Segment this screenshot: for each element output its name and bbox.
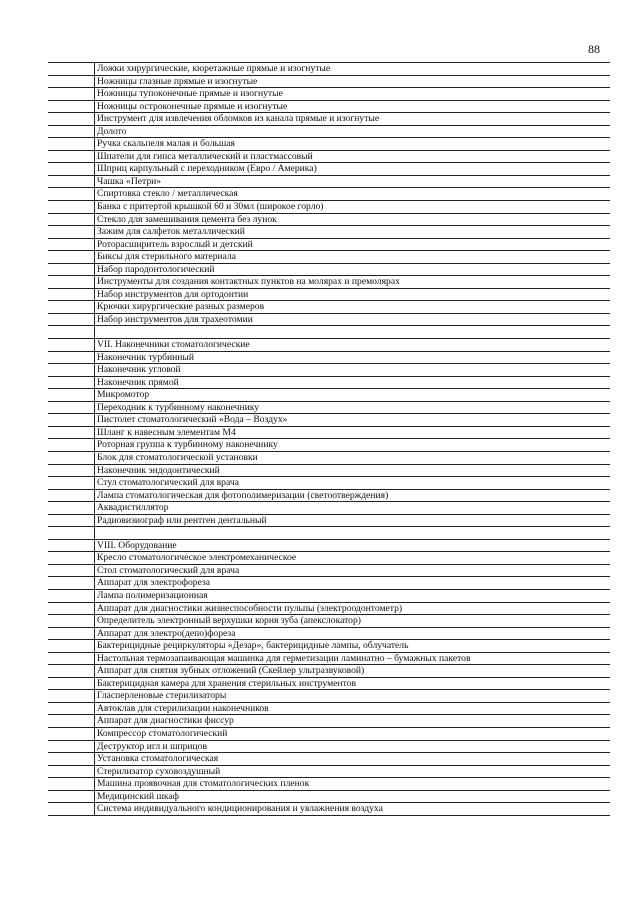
row-number-cell (48, 803, 95, 815)
table-row (48, 126, 610, 139)
row-text-cell: Деструктор игл и шприцов (97, 740, 207, 752)
row-number-cell (48, 414, 95, 426)
row-text-cell: Машина проявочная для стоматологических пленок (97, 778, 310, 790)
table-row (48, 414, 610, 427)
row-number-cell (48, 377, 95, 389)
table-row (48, 239, 610, 252)
row-number-cell (48, 176, 95, 188)
row-number-cell (48, 352, 95, 364)
row-number-cell (48, 276, 95, 288)
table-row (48, 276, 610, 289)
row-number-cell (48, 640, 95, 652)
row-text-cell: VIII. Оборудование (97, 539, 177, 551)
row-text-cell: Ножницы остроконечные прямые и изогнутые (97, 100, 288, 112)
table-row (48, 101, 610, 114)
row-number-cell (48, 427, 95, 439)
row-text-cell: Ручка скальпеля малая и большая (97, 138, 235, 150)
row-number-cell (48, 527, 95, 539)
table-row (48, 151, 610, 164)
row-text-cell: Наконечник турбинный (97, 351, 194, 363)
row-text-cell: Бактерицидная камера для хранения стерильных инструментов (97, 677, 357, 689)
table-row (48, 715, 610, 728)
row-text-cell: Установка стоматологическая (97, 753, 219, 765)
table-row (48, 603, 610, 616)
row-text-cell: Аппарат для электро(депо)фореза (97, 627, 236, 639)
table-row (48, 653, 610, 666)
table-row (48, 577, 610, 590)
row-text-cell: Набор пародонтологический (97, 263, 215, 275)
table-row (48, 201, 610, 214)
row-number-cell (48, 741, 95, 753)
row-text-cell: Стол стоматологический для врача (97, 564, 240, 576)
table-row (48, 678, 610, 691)
table-row (48, 289, 610, 302)
row-text-cell: Ножницы глазные прямые и изогнутые (97, 75, 258, 87)
row-text-cell: Спиртовка стекло / металлическая (97, 188, 238, 200)
row-text-cell: Блок для стоматологической установки (97, 451, 258, 463)
row-text-cell: Автоклав для стерилизации наконечников (97, 702, 269, 714)
row-number-cell (48, 63, 95, 75)
row-number-cell (48, 314, 95, 326)
table-row (48, 665, 610, 678)
row-number-cell (48, 665, 95, 677)
row-number-cell (48, 138, 95, 150)
row-text-cell: Набор инструментов для ортодонтии (97, 288, 249, 300)
row-number-cell (48, 113, 95, 125)
row-number-cell (48, 577, 95, 589)
row-number-cell (48, 226, 95, 238)
table-row (48, 515, 610, 528)
row-number-cell (48, 778, 95, 790)
row-text-cell: Аквадистиллятор (97, 502, 169, 514)
table-row (48, 615, 610, 628)
row-text-cell: Роторасширитель взрослый и детский (97, 238, 253, 250)
row-number-cell (48, 791, 95, 803)
row-number-cell (48, 201, 95, 213)
row-number-cell (48, 402, 95, 414)
table-row (48, 728, 610, 741)
row-number-cell (48, 690, 95, 702)
row-text-cell: Компрессор стоматологический (97, 727, 228, 739)
table-row (48, 113, 610, 126)
row-text-cell: Переходник к турбинному наконечнику (97, 401, 260, 413)
table-row (48, 364, 610, 377)
row-text-cell: Аппарат для снятия зубных отложений (Скейлер ультразвуковой) (97, 665, 365, 677)
row-text-cell: Лампа стоматологическая для фотополимеризации (светоотверждения) (97, 489, 389, 501)
row-number-cell (48, 703, 95, 715)
table-row (48, 188, 610, 201)
row-number-cell (48, 452, 95, 464)
table-row (48, 778, 610, 791)
table-row (48, 690, 610, 703)
table-row (48, 176, 610, 189)
row-text-cell: Набор инструментов для трахеотомии (97, 313, 253, 325)
page-number: 88 (588, 42, 600, 56)
table-row (48, 214, 610, 227)
table-row (48, 377, 610, 390)
table-row (48, 352, 610, 365)
row-text-cell: Гласперленовые стерилизаторы (97, 690, 227, 702)
row-number-cell (48, 251, 95, 263)
row-number-cell (48, 615, 95, 627)
row-text-cell: Стул стоматологический для врача (97, 477, 239, 489)
row-number-cell (48, 364, 95, 376)
row-text-cell: Система индивидуального кондиционирования и увлажнения воздуха (97, 803, 383, 815)
table-row (48, 314, 610, 327)
row-text-cell: Лампа полимеризационная (97, 589, 208, 601)
row-number-cell (48, 502, 95, 514)
row-text-cell: Ложки хирургические, кюретажные прямые и изогнутые (97, 63, 331, 74)
row-number-cell (48, 766, 95, 778)
row-text-cell: Наконечник прямой (97, 376, 179, 388)
row-text-cell: Определитель электронный верхушки корня зуба (апекслокатор) (97, 615, 361, 627)
row-text-cell: Наконечник эндодонтический (97, 464, 220, 476)
row-text-cell: Аппарат для диагностики фиссур (97, 715, 234, 727)
row-text-cell: Инструменты для создания контактных пунктов на молярах и премолярах (97, 276, 400, 288)
row-text-cell: Шприц карпульный с переходником (Евро / Америка) (97, 163, 317, 175)
table-row (48, 527, 610, 540)
row-text-cell: Стерилизатор суховоздушный (97, 765, 221, 777)
row-number-cell (48, 515, 95, 527)
row-number-cell (48, 477, 95, 489)
row-number-cell (48, 289, 95, 301)
row-number-cell (48, 628, 95, 640)
row-text-cell: Пистолет стоматологический «Вода – Воздух» (97, 414, 288, 426)
row-text-cell: Настольная термозапаивающая машинка для герметизации ламинатно – бумажных пакетов (97, 652, 471, 664)
table-row (48, 163, 610, 176)
row-text-cell: Чашка «Петри» (97, 175, 162, 187)
table-row (48, 465, 610, 478)
row-number-cell (48, 715, 95, 727)
row-text-cell: Биксы для стерильного материала (97, 251, 237, 263)
row-number-cell (48, 163, 95, 175)
table-row (48, 301, 610, 314)
row-text-cell: Аппарат для диагностики жизнеспособности пульпы (электроодонтометр) (97, 602, 403, 614)
table-row (48, 703, 610, 716)
table-row (48, 63, 610, 76)
table-row (48, 477, 610, 490)
row-text-cell: Роторная группа к турбинному наконечнику (97, 439, 278, 451)
table-row (48, 540, 610, 553)
row-text-cell: Кресло стоматологическое электромеханическое (97, 552, 297, 564)
row-number-cell (48, 439, 95, 451)
table-row (48, 439, 610, 452)
table-row (48, 766, 610, 779)
row-number-cell (48, 389, 95, 401)
row-text-cell: Микромотор (97, 389, 150, 401)
table-row (48, 251, 610, 264)
table-row (48, 640, 610, 653)
row-text-cell: Шпатели для гипса металлический и пластмассовый (97, 150, 313, 162)
row-number-cell (48, 151, 95, 163)
table-row (48, 502, 610, 515)
table-row (48, 490, 610, 503)
row-text-cell: Радиовизиограф или рентген дентальный (97, 514, 267, 526)
row-number-cell (48, 653, 95, 665)
row-text-cell: Долото (97, 125, 127, 137)
row-number-cell (48, 552, 95, 564)
table-row (48, 803, 610, 816)
row-text-cell: Ножницы тупоконечные прямые и изогнутые (97, 88, 283, 100)
table-row (48, 753, 610, 766)
table-row (48, 741, 610, 754)
row-number-cell (48, 101, 95, 113)
row-number-cell (48, 88, 95, 100)
row-text-cell: Инструмент для извлечения обломков из канала прямые и изогнутые (97, 113, 380, 125)
row-number-cell (48, 264, 95, 276)
row-text-cell: Банка с притертой крышкой 60 и 30мл (широкое горло) (97, 201, 324, 213)
row-text-cell: Крючки хирургические разных размеров (97, 301, 265, 313)
table-row (48, 339, 610, 352)
row-number-cell (48, 565, 95, 577)
table-row (48, 552, 610, 565)
row-number-cell (48, 603, 95, 615)
equipment-table (48, 62, 610, 816)
table-row (48, 88, 610, 101)
row-number-cell (48, 490, 95, 502)
row-number-cell (48, 678, 95, 690)
row-text-cell (95, 527, 610, 539)
table-row (48, 628, 610, 641)
row-text-cell: Бактерицидные рециркуляторы «Дезар», бактерицидные лампы, облучатель (97, 640, 409, 652)
row-number-cell (48, 326, 95, 338)
row-text-cell: Шланг к навесным элементам М4 (97, 426, 236, 438)
row-number-cell (48, 728, 95, 740)
row-number-cell (48, 214, 95, 226)
table-row (48, 76, 610, 89)
table-row (48, 326, 610, 339)
table-row (48, 565, 610, 578)
table-row (48, 389, 610, 402)
row-number-cell (48, 76, 95, 88)
row-number-cell (48, 590, 95, 602)
row-number-cell (48, 188, 95, 200)
table-row (48, 264, 610, 277)
row-text-cell: Зажим для салфеток металлический (97, 226, 245, 238)
row-text-cell: VII. Наконечники стоматологические (97, 339, 250, 351)
row-number-cell (48, 540, 95, 552)
row-text-cell: Стекло для замешивания цемента без лунок (97, 213, 277, 225)
table-row (48, 226, 610, 239)
row-text-cell (95, 326, 610, 338)
table-row (48, 590, 610, 603)
row-text-cell: Аппарат для электрофореза (97, 577, 210, 589)
row-number-cell (48, 126, 95, 138)
row-number-cell (48, 239, 95, 251)
table-row (48, 452, 610, 465)
row-number-cell (48, 753, 95, 765)
row-text-cell: Медицинский шкаф (97, 790, 179, 802)
row-number-cell (48, 339, 95, 351)
table-row (48, 791, 610, 804)
row-number-cell (48, 465, 95, 477)
row-number-cell (48, 301, 95, 313)
table-row (48, 427, 610, 440)
row-text-cell: Наконечник угловой (97, 364, 181, 376)
table-row (48, 402, 610, 415)
table-row (48, 138, 610, 151)
